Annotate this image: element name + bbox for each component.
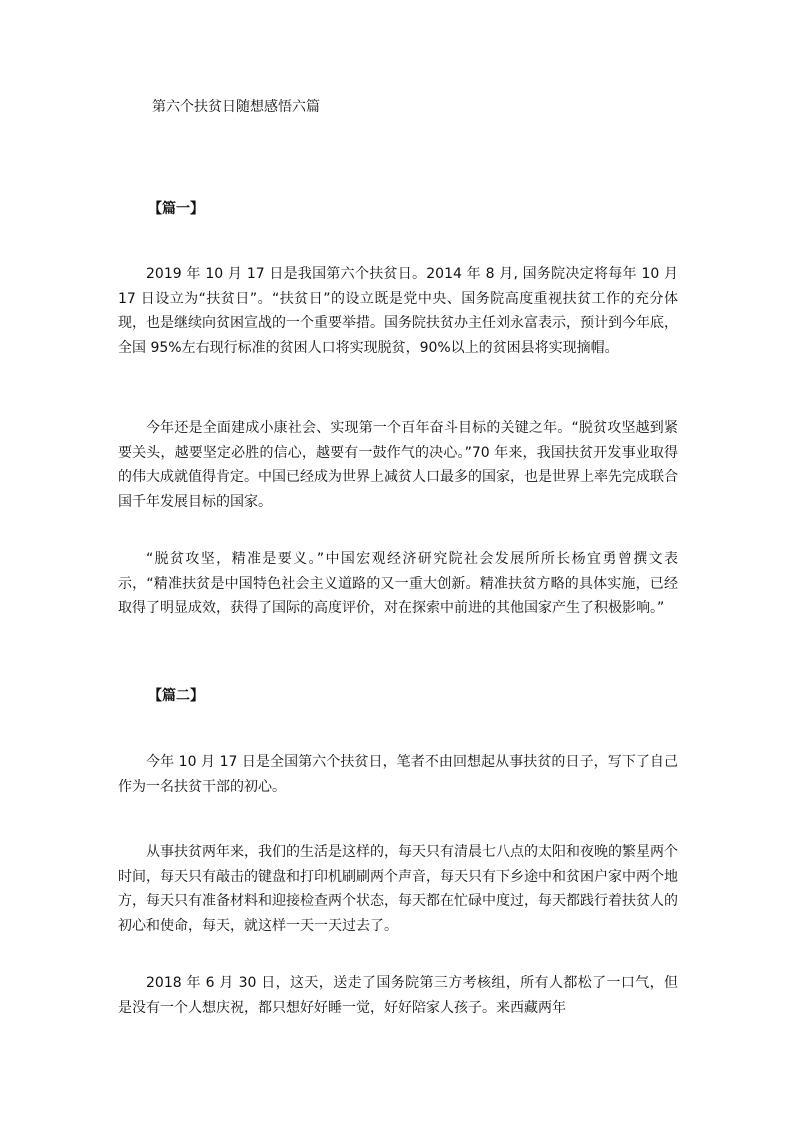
paragraph: 从事扶贫两年来，我们的生活是这样的，每天只有清晨七八点的太阳和夜晚的繁星两个时间，每天只有敲击的键盘和打印机刷刷两个声音，每天只有下乡途中和贫困户家中两个地方，每天只有准备材料和迎接检查两个状态，每天都在忙碌中度过，每天都践行着扶贫人的初心和使命，每天，就这样一天一天过去了。 — [118, 844, 678, 934]
paragraph: “脱贫攻坚，精准是要义。”中国宏观经济研究院社会发展所所长杨宜勇曾撰文表示，“精准扶贫是中国特色社会主义道路的又一重大创新。精准扶贫方略的具体实施，已经取得了明显成效，获得了国际的高度评价，对在探索中前进的其他国家产生了积极影响。” — [118, 551, 678, 616]
document-title: 第六个扶贫日随想感悟六篇 — [152, 99, 320, 115]
paragraph: 2019 年 10 月 17 日是我国第六个扶贫日。2014 年 8 月, 国务院决定将每年 10 月 17 日设立为“扶贫日”。“扶贫日”的设立既是党中央、国务院高度重视扶贫工作的充分体现，也是继续向贫困宣战的一个重要举措。国务院扶贫办主任刘永富表示，预计到今年底，全国 95%左右现行标准的贫困人口将实现脱贫，90%以上的贫困县将实现摘帽。 — [118, 266, 678, 356]
section-heading-2: 【篇二】 — [148, 688, 204, 704]
paragraph: 今年 10 月 17 日是全国第六个扶贫日，笔者不由回想起从事扶贫的日子，写下了自己作为一名扶贫干部的初心。 — [118, 754, 678, 795]
paragraph: 今年还是全面建成小康社会、实现第一个百年奋斗目标的关键之年。“脱贫攻坚越到紧要关头，越要坚定必胜的信心，越要有一鼓作气的决心。”70 年来，我国扶贫开发事业取得的伟大成就值得肯定。中国已经成为世界上减贫人口最多的国家，也是世界上率先完成联合国千年发展目标的国家。 — [118, 420, 678, 510]
paragraph: 2018 年 6 月 30 日，这天，送走了国务院第三方考核组，所有人都松了一口气，但是没有一个人想庆祝，都只想好好睡一觉，好好陪家人孩子。来西藏两年 — [118, 975, 678, 1016]
section-heading-1: 【篇一】 — [148, 201, 204, 217]
